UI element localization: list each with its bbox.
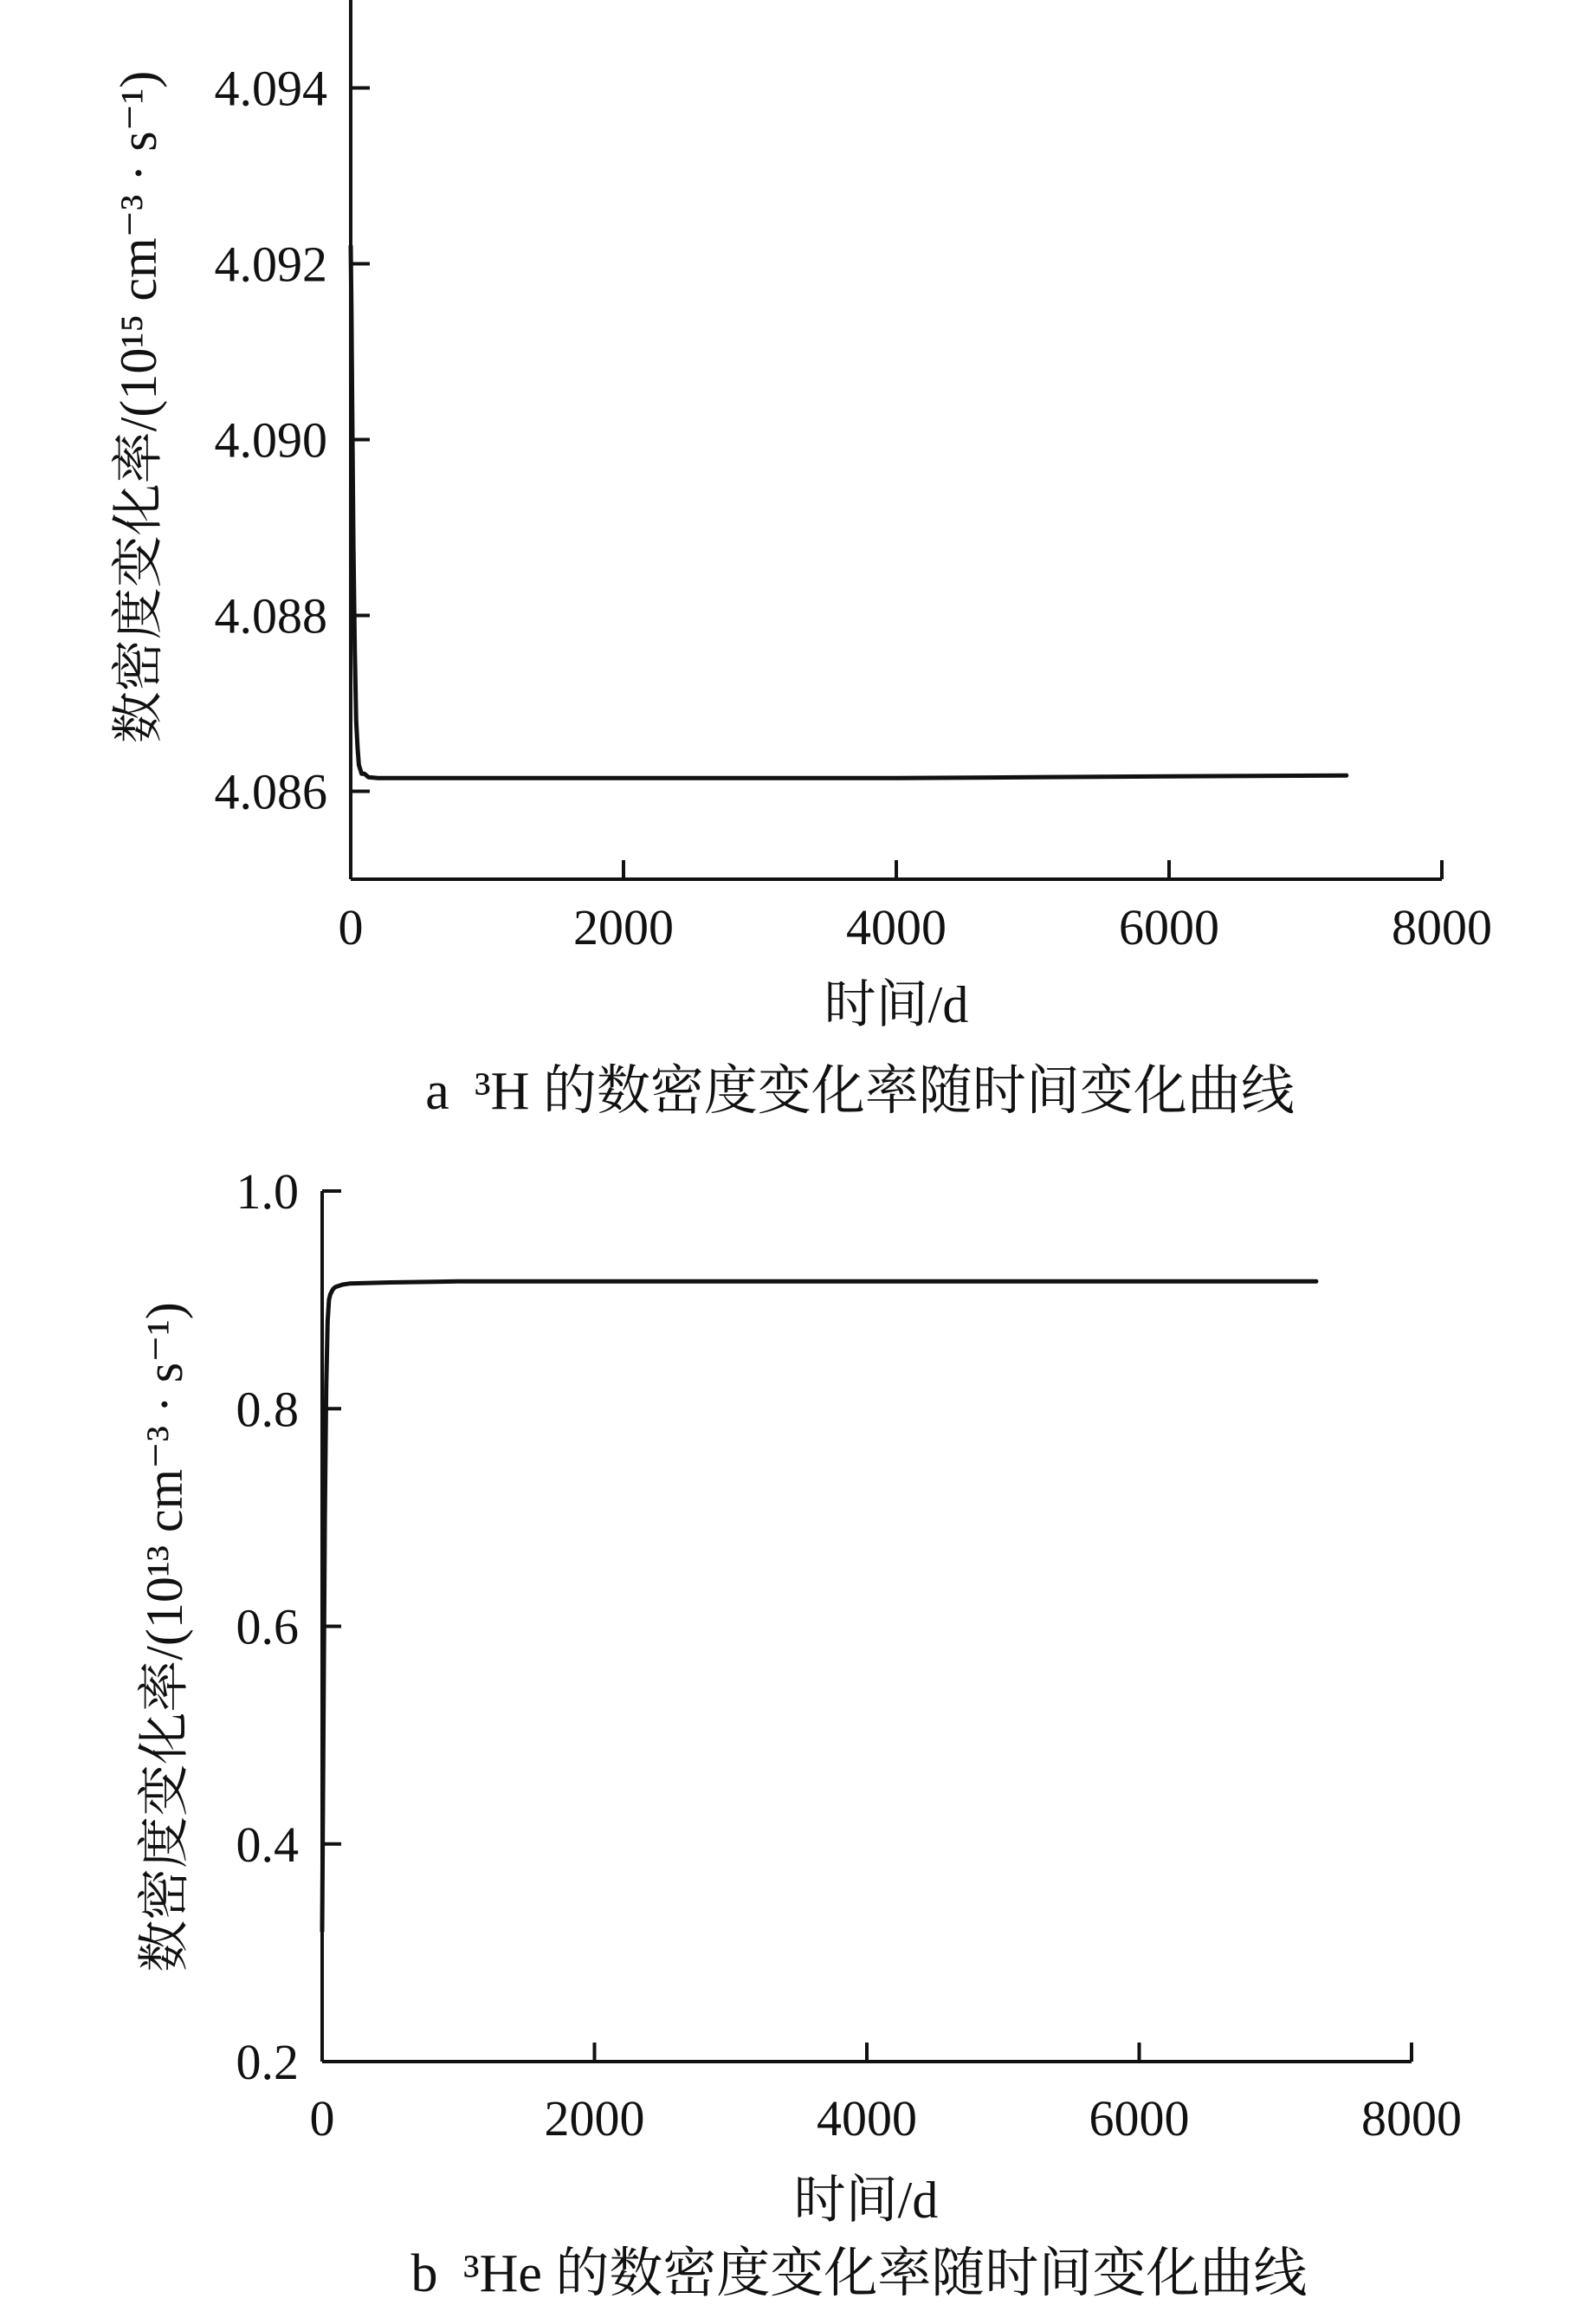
chart-a-y-tick-label: 4.086 (214, 763, 327, 820)
chart-a-y-tick-label: 4.090 (214, 411, 327, 469)
chart-a-y-axis-title: 数密度变化率/(10¹⁵ cm⁻³ · s⁻¹) (110, 70, 167, 744)
chart-a-ticks (215, 61, 1493, 956)
chart-a-series (351, 246, 1347, 778)
chart-b-panel-label: b (410, 2244, 438, 2303)
chart-b-series-line (322, 1281, 1316, 1931)
chart-a-series-line (351, 246, 1347, 778)
chart-b-x-tick-label: 6000 (1089, 2090, 1190, 2146)
chart-b-x-axis-title: 时间/d (793, 2172, 939, 2229)
chart-b-x-tick-label: 0 (309, 2090, 335, 2146)
chart-a-axes (351, 0, 1442, 879)
chart-b-y-tick-label: 0.6 (236, 1598, 299, 1655)
chart-a-x-tick-label: 6000 (1119, 899, 1219, 955)
chart-a (110, 0, 1492, 1121)
chart-a-caption-text: ³H 的数密度变化率随时间变化曲线 (475, 1062, 1295, 1121)
chart-b-ticks (236, 1163, 1463, 2146)
chart-a-x-axis-title: 时间/d (824, 976, 969, 1033)
chart-b-caption (411, 2244, 1308, 2303)
chart-b (136, 1163, 1462, 2303)
chart-a-caption (425, 1062, 1295, 1121)
chart-b-y-tick-label: 1.0 (236, 1163, 299, 1220)
chart-b-axes (322, 1191, 1412, 2062)
chart-b-y-tick-label: 0.4 (236, 1816, 299, 1873)
chart-b-x-tick-label: 8000 (1361, 2090, 1462, 2146)
chart-b-y-tick-label: 0.8 (236, 1381, 299, 1438)
chart-a-y-tick-label: 4.094 (214, 60, 327, 117)
chart-b-x-tick-label: 4000 (817, 2090, 917, 2146)
chart-a-y-tick-label: 4.088 (214, 587, 327, 644)
chart-b-y-axis-title: 数密度变化率/(10¹³ cm⁻³ · s⁻¹) (136, 1302, 193, 1972)
chart-b-series (322, 1281, 1316, 1931)
chart-a-x-tick-label: 8000 (1392, 899, 1492, 955)
chart-a-x-tick-label: 2000 (573, 899, 674, 955)
chart-a-y-tick-label: 4.092 (214, 236, 327, 293)
chart-b-caption-text: ³He 的数密度变化率随时间变化曲线 (463, 2244, 1308, 2303)
chart-b-y-tick-label: 0.2 (236, 2034, 299, 2090)
chart-b-x-tick-label: 2000 (544, 2090, 645, 2146)
chart-a-x-tick-label: 0 (338, 899, 364, 955)
chart-a-panel-label: a (425, 1062, 449, 1121)
chart-a-x-tick-label: 4000 (846, 899, 947, 955)
